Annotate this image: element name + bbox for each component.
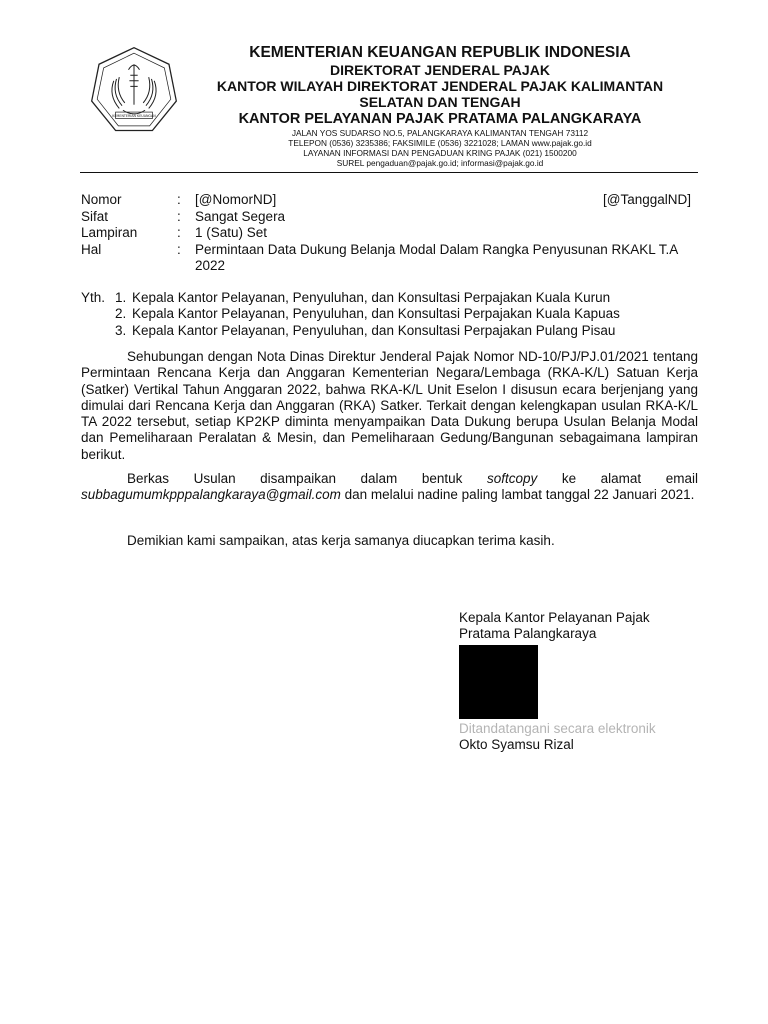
meta-row-hal <box>81 242 701 275</box>
recipient-number: 1. <box>115 290 127 305</box>
letter-number: [@NomorND] <box>195 192 277 207</box>
regional-office-name: KANTOR WILAYAH DIREKTORAT JENDERAL PAJAK KALIMANTAN <box>216 78 664 94</box>
letter-nature: Sangat Segera <box>195 208 286 224</box>
submission-email: subbagumumkpppalangkaraya@gmail.com <box>81 487 341 503</box>
meta-colon: : <box>177 225 181 240</box>
signer-title-cont: Pratama Palangkaraya <box>459 626 597 642</box>
office-info: LAYANAN INFORMASI DAN PENGADUAN KRING PAJAK (021) 1500200 <box>303 148 577 158</box>
meta-colon: : <box>177 192 181 207</box>
letter-subject: Permintaan Data Dukung Belanja Modal Dalam Rangka Penyusunan RKAKL T.A 2022 <box>195 241 678 273</box>
p2-text: dan melalui nadine paling lambat tanggal 22 Januari 2021. <box>340 487 695 503</box>
body-paragraph-2 <box>81 471 698 504</box>
meta-colon: : <box>177 208 181 224</box>
p2-text: Berkas Usulan disampaikan dalam bentuk <box>127 471 487 486</box>
office-phone: TELEPON (0536) 3235386; FAKSIMILE (0536) 3221028; LAMAN www.pajak.go.id <box>288 138 592 148</box>
meta-label: Sifat <box>81 208 109 224</box>
meta-row-lampiran <box>81 225 701 242</box>
office-name: KANTOR PELAYANAN PAJAK PRATAMA PALANGKARAYA <box>238 111 642 127</box>
regional-office-name-cont: SELATAN DAN TENGAH <box>359 94 521 110</box>
softcopy-term: softcopy <box>486 471 538 486</box>
letter-date: [@TanggalND] <box>603 192 691 207</box>
body-paragraph-3: Demikian kami sampaikan, atas kerja samanya diucapkan terima kasih. <box>127 533 555 548</box>
letterhead-divider <box>80 172 698 173</box>
meta-colon: : <box>177 241 181 257</box>
recipients <box>81 290 701 339</box>
meta-row-sifat <box>81 209 701 226</box>
logo-ribbon-text: KEMENTERIAN KEUANGAN <box>112 114 156 119</box>
p2-text: ke alamat email <box>537 471 699 486</box>
meta-label: Hal <box>81 241 102 257</box>
recipient-text: Kepala Kantor Pelayanan, Penyuluhan, dan Konsultasi Perpajakan Kuala Kapuas <box>132 306 620 322</box>
body-paragraph-1: Sehubungan dengan Nota Dinas Direktur Jenderal Pajak Nomor ND-10/PJ/PJ.01/2021 tentang Permintaan Rencana Kerja dan Anggaran Kementerian Negara/Lembaga (RKA-K/L) Satuan Kerja (Satker) Vertikal Tahun Anggaran 2022, bahwa RKA-K/L Unit Eselon I disusun ecara berjenjang yang dimulai dari Rencana Kerja dan Anggaran (RKA) Satker. Terkait dengan kelengkapan usulan RKA-K/L TA 2022 tersebut, setiap KP2KP diminta menyampaikan Data Dukung berupa Usulan Belanja Modal dan Pemeliharaan Peralatan & Mesin, dan Pemeliharaan Gedung/Bangunan sebagaimana lampiran berikut. <box>81 349 698 462</box>
meta-row-nomor <box>81 192 701 209</box>
recipient-number: 3. <box>115 322 127 338</box>
recipient-item <box>81 306 701 322</box>
redacted-signature-qr <box>459 645 538 719</box>
electronic-signature-note: Ditandatangani secara elektronik <box>459 720 656 736</box>
office-address: JALAN YOS SUDARSO NO.5, PALANGKARAYA KALIMANTAN TENGAH 73112 <box>291 128 589 138</box>
office-email: SUREL pengaduan@pajak.go.id; informasi@pajak.go.id <box>336 158 544 168</box>
letterhead <box>180 44 700 168</box>
recipient-text: Kepala Kantor Pelayanan, Penyuluhan, dan Konsultasi Perpajakan Pulang Pisau <box>132 322 616 338</box>
kemenkeu-logo <box>88 44 180 136</box>
letter-attachment: 1 (Satu) Set <box>195 225 268 240</box>
recipient-item <box>81 323 701 339</box>
ministry-name: KEMENTERIAN KEUANGAN REPUBLIK INDONESIA <box>249 44 631 61</box>
recipient-item <box>81 290 701 306</box>
signer-title: Kepala Kantor Pelayanan Pajak <box>459 610 650 625</box>
signer-name: Okto Syamsu Rizal <box>459 736 574 752</box>
directorate-name: DIREKTORAT JENDERAL PAJAK <box>330 62 550 78</box>
letter-meta <box>81 192 701 275</box>
recipient-text: Kepala Kantor Pelayanan, Penyuluhan, dan Konsultasi Perpajakan Kuala Kurun <box>132 290 611 305</box>
signature-block <box>459 610 719 753</box>
meta-label: Nomor <box>81 192 122 207</box>
recipient-number: 2. <box>115 306 127 322</box>
meta-label: Lampiran <box>81 225 138 240</box>
recipients-label: Yth. <box>81 290 106 305</box>
